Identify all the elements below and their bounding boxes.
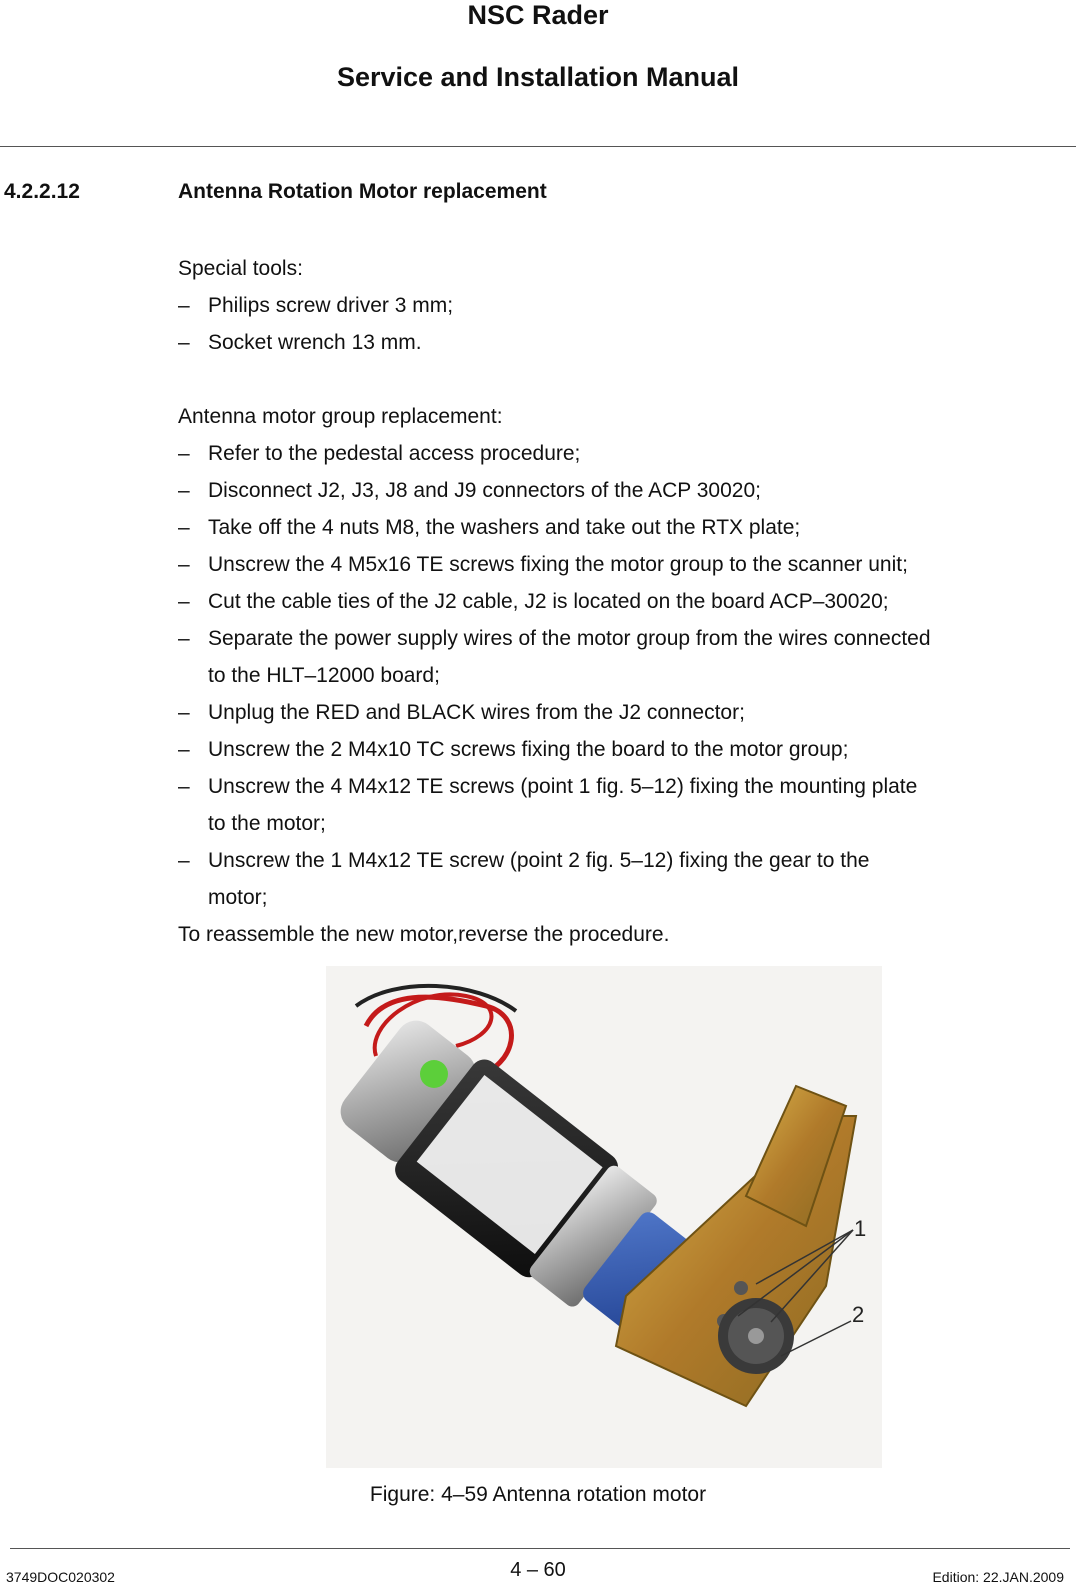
list-item: – Refer to the pedestal access procedure; xyxy=(178,442,581,465)
manual-title: NSC Rader xyxy=(467,0,609,30)
list-item: – Take off the 4 nuts M8, the washers and take out the RTX plate; xyxy=(178,516,801,539)
document-code: 3749DOC020302 xyxy=(6,1569,115,1585)
figure-caption: Figure: 4–59 Antenna rotation motor xyxy=(369,1483,707,1506)
list-item: – Unscrew the 2 M4x10 TC screws fixing the board to the motor group; xyxy=(178,738,849,761)
footer-divider xyxy=(10,1548,1070,1549)
list-item: – Unscrew the 4 M4x12 TE screws (point 1 fig. 5–12) fixing the mounting plate to the motor; xyxy=(178,775,918,835)
page-header xyxy=(0,0,1076,92)
section-number: 4.2.2.12 xyxy=(4,180,80,203)
page-number: 4 – 60 xyxy=(510,1559,566,1581)
motor-photo xyxy=(326,966,882,1468)
special-tools-heading: Special tools: xyxy=(178,257,303,280)
procedure-body xyxy=(178,250,1076,953)
callout-1-label: 1 xyxy=(854,1216,867,1241)
list-item: – Unscrew the 4 M5x16 TE screws fixing the motor group to the scanner unit; xyxy=(178,553,908,576)
list-item: – Philips screw driver 3 mm; xyxy=(178,294,454,317)
list-item: – Disconnect J2, J3, J8 and J9 connectors of the ACP 30020; xyxy=(178,479,761,502)
list-item: – Socket wrench 13 mm. xyxy=(178,331,422,354)
edition-date: Edition: 22.JAN.2009 xyxy=(932,1569,1064,1585)
list-item: – Unscrew the 1 M4x12 TE screw (point 2 fig. 5–12) fixing the gear to the motor; xyxy=(178,849,870,909)
callout-2-label: 2 xyxy=(852,1302,865,1327)
closing-text: To reassemble the new motor,reverse the procedure. xyxy=(178,923,670,946)
list-item: – Separate the power supply wires of the motor group from the wires connected to the HLT–12000 board; xyxy=(178,627,931,687)
header-divider xyxy=(0,146,1076,147)
list-item: – Cut the cable ties of the J2 cable, J2 is located on the board ACP–30020; xyxy=(178,590,889,613)
section-title: Antenna Rotation Motor replacement xyxy=(178,180,547,203)
list-item: – Unplug the RED and BLACK wires from the J2 connector; xyxy=(178,701,745,724)
replacement-heading: Antenna motor group replacement: xyxy=(178,405,503,428)
manual-subtitle: Service and Installation Manual xyxy=(336,62,740,92)
